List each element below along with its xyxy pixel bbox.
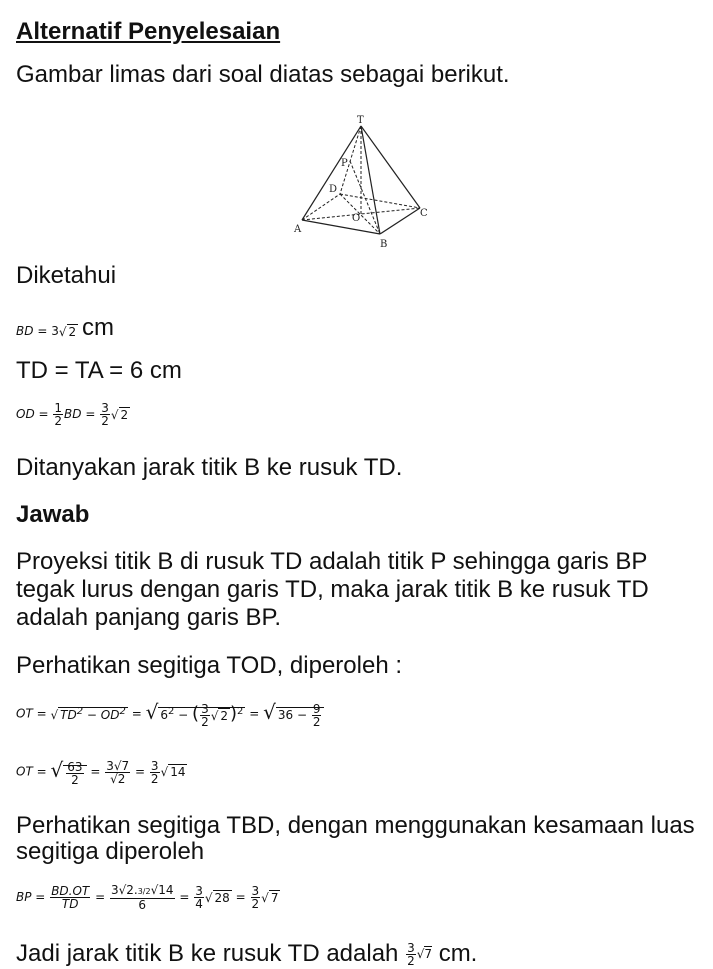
ot-formula-2: OT = √ $\frac{63}{2}$ = $\frac{3√7}{√2}$ = $\frac{3}{2}$ √ 14	[16, 758, 186, 787]
edge-tc	[361, 126, 420, 208]
label-b: B	[380, 239, 388, 250]
conclusion-suffix: cm.	[438, 940, 478, 967]
label-p: P	[341, 158, 348, 169]
tod-text: Perhatikan segitiga TOD, diperoleh :	[16, 652, 403, 679]
given-td-ta: TD = TA = 6 cm	[16, 357, 182, 384]
label-c: C	[420, 208, 428, 219]
given-bd: BD = 3√ 2 cm	[16, 314, 114, 341]
edge-tb	[361, 126, 380, 234]
label-o: O	[352, 213, 361, 224]
ot-formula-1: OT = √ $TD^2 - OD^2$ = √ $6^2$ − ( $\frac{3}{2}$ √ 2 )$^2$ = √ 36 − $\frac{9}{2}$	[16, 700, 324, 728]
edge-bc	[380, 208, 420, 234]
label-t: T	[357, 115, 364, 126]
conclusion-fraction: $\frac{3}{2}$	[407, 941, 415, 969]
given-od: OD = $\frac{1}{2}$ BD = $\frac{3}{2}$ √ 2	[16, 401, 129, 428]
label-d: D	[329, 184, 338, 195]
known-title: Diketahui	[16, 262, 117, 289]
answer-title: Jawab	[16, 501, 90, 528]
asked-text: Ditanyakan jarak titik B ke rusuk TD.	[16, 454, 403, 481]
section-heading: Alternatif Penyelesaian	[16, 18, 281, 45]
edge-ab	[302, 220, 380, 234]
edge-ad	[302, 194, 340, 220]
conclusion-root: √7	[416, 947, 433, 962]
bp-formula: BP = $\frac{BD.OT}{TD}$ = $\frac{3√2.3/2√14}{6}$ = $\frac{3}{4}$ √ 28 = $\frac{3}{2}$ √ 7	[16, 883, 279, 912]
conclusion-prefix: Jadi jarak titik B ke rusuk TD adalah	[16, 940, 399, 967]
bd-unit: cm	[81, 314, 114, 341]
intro-text: Gambar limas dari soal diatas sebagai berikut.	[16, 61, 510, 88]
projection-paragraph: Proyeksi titik B di rusuk TD adalah titik P sehingga garis BP tegak lurus dengan garis TD, maka jarak titik B ke rusuk TD adalah panjang garis BP.	[16, 548, 649, 631]
conclusion	[16, 939, 477, 969]
label-a: A	[294, 224, 302, 235]
tbd-paragraph: Perhatikan segitiga TBD, dengan menggunakan kesamaan luas segitiga diperoleh	[16, 812, 695, 865]
pyramid-figure	[288, 112, 438, 252]
